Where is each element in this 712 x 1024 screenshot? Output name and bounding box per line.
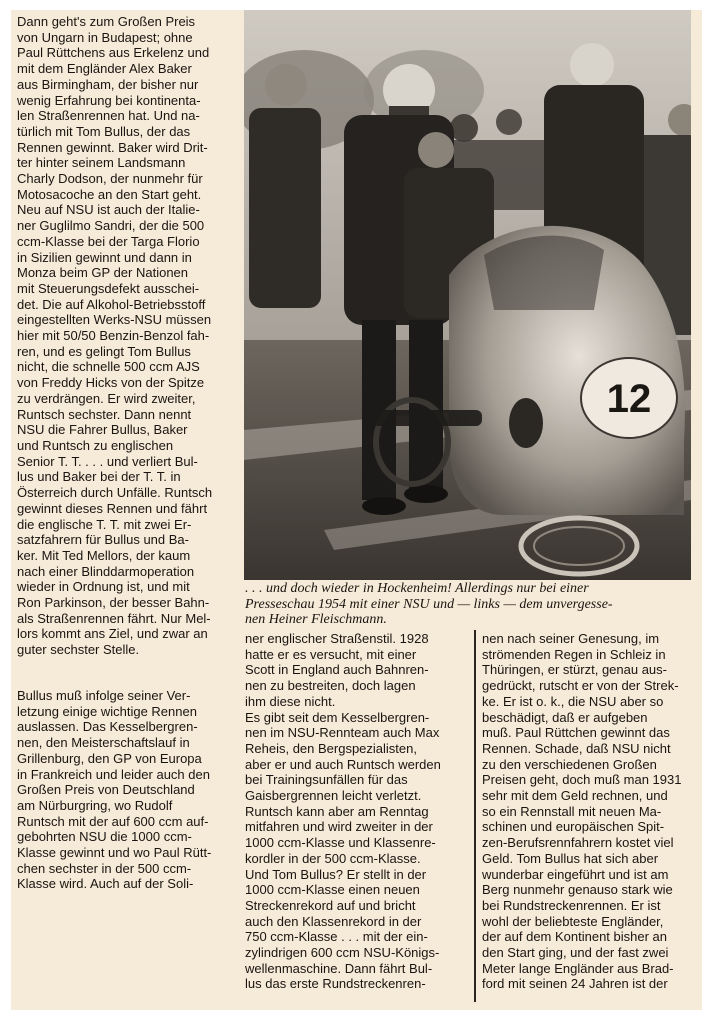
article-column-middle: ner englischer Straßenstil. 1928 hatte er es versucht, mit einer Scott in England auch Bahnren- nen zu bestreiten, doch lagen ihm diese nicht. Es gibt seit dem Kesselbergren- nen im NSU-Rennteam auch Max Reheis, den Bergspezialisten, aber er und auch Runtsch werden bei Trainingsunfällen für das Gaisbergrennen leicht verletzt. Runtsch kann aber am Renntag mitfahren und wird zweiter in der 1000 ccm-Klasse und Klassenre- kordler in der 500 ccm-Klasse. Und Tom Bullus? Er stellt in der 1000 ccm-Klasse einen neuen Streckenrekord auf und bricht auch den Klassenrekord in der 750 ccm-Klasse . . . mit der ein- zylindrigen 600 ccm NSU-Königs- wellenmaschine. Dann fährt Bul- lus das erste Rundstreckenren- [245, 631, 441, 992]
article-column-left: Dann geht's zum Großen Preis von Ungarn in Budapest; ohne Paul Rüttchens aus Erkelenz und mit dem Engländer Alex Baker aus Birmingham, der bisher nur wenig Erfahrung bei kontinenta- len Straßenrennen hat. Und na- türlich mit Tom Bullus, der das Rennen gewinnt. Baker wird Drit- ter hinter seinem Landsmann Charly Dodson, der nunmehr für Motosacoche an den Start geht. Neu auf NSU ist auch der Italie- ner Guglilmo Sandri, der die 500 ccm-Klasse bei der Targa Florio in Sizilien gewinnt und dann in Monza beim GP der Nationen mit Steuerungsdefekt ausschei- det. Die auf Alkohol-Betriebsstoff eingestellten Werks-NSU müssen hier mit 50/50 Benzin-Benzol fah- ren, und es gelingt Tom Bullus nicht, die schnelle 500 ccm AJS von Freddy Hicks von der Spitze zu verdrängen. Er wird zweiter, Runtsch sechster. Dann nennt NSU die Fahrer Bullus, Baker und Runtsch zu englischen Senior T. T. . . . und verliert Bul- lus und Baker bei der T. T. in Österreich durch Unfälle. Runtsch gewinnt dieses Rennen und fährt die englische T. T. mit zwei Er- satzfahrern für Bullus und Ba- ker. Mit Ted Mellors, der kaum nach einer Blinddarmoperation wieder in Ordnung ist, und mit Ron Parkinson, der besser Bahn- als Straßenrennen fährt. Nur Mel- lors kommt ans Ziel, und zwar an guter sechster Stelle. [17, 14, 213, 658]
article-column-right: nen nach seiner Genesung, im strömenden Regen in Schleiz in Thüringen, er stürzt, genau aus- gedrückt, rutscht er von der Strek- ke. Er ist o. k., die NSU aber so beschädigt, daß er aufgeben muß. Paul Rüttchen gewinnt das Rennen. Schade, daß NSU nicht zu den verschiedenen Großen Preisen geht, doch muß man 1931 sehr mit dem Geld rechnen, und so ein Rennstall mit neuen Ma- schinen und europäischen Spit- zen-Berufsrennfahrern kostet viel Geld. Tom Bullus hat sich aber wunderbar eingeführt und ist am Berg nunmehr genauso stark wie bei Rundstreckenrennen. Er ist wohl der beliebteste Engländer, der auf dem Kontinent bisher an den Start ging, und der fast zwei Meter lange Engländer aus Brad- ford mit seinen 24 Jahren ist der [482, 631, 682, 992]
column-divider [474, 630, 476, 1002]
race-photo [244, 10, 691, 580]
article-column-left-continued: Bullus muß infolge seiner Ver- letzung einige wichtige Rennen auslassen. Das Kesselbergren- nen, den Meisterschaftslauf in Grillenburg, den GP von Europa in Frankreich und leider auch den Großen Preis von Deutschland am Nürburgring, wo Rudolf Runtsch mit der auf 600 ccm auf- gebohrten NSU die 1000 ccm- Klasse gewinnt und wo Paul Rütt- chen sechster in der 500 ccm- Klasse wird. Auch auf der Soli- [17, 688, 212, 892]
photo-caption: . . . und doch wieder in Hockenheim! Allerdings nur bei einer Presseschau 1954 mit einer NSU und — links — dem unvergesse- nen Heiner Fleischmann. [245, 581, 613, 627]
race-number-label: 12 [606, 377, 652, 421]
